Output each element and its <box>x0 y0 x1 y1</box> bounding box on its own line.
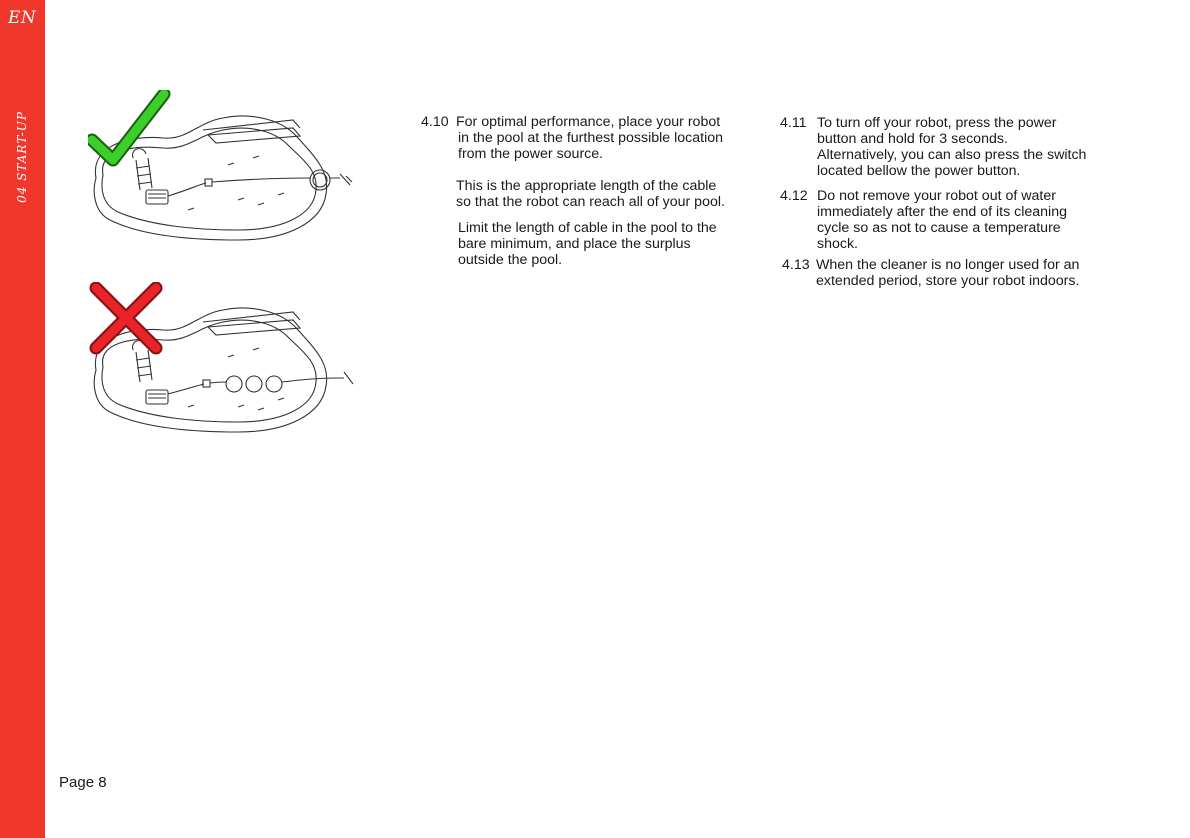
text-line: button and hold for 3 seconds. <box>817 131 1008 147</box>
text-line: bare minimum, and place the surplus <box>458 236 691 252</box>
pool-correct-illustration <box>88 90 358 250</box>
text-line: Limit the length of cable in the pool to the <box>458 220 717 236</box>
text-line: For optimal performance, place your robot <box>456 114 721 130</box>
text-line: so that the robot can reach all of your pool. <box>456 194 725 210</box>
instructions-column-right <box>780 115 1125 289</box>
instruction-number: 4.13 <box>782 257 810 273</box>
text-line: This is the appropriate length of the cable <box>456 178 717 194</box>
text-line: immediately after the end of its cleaning <box>817 204 1067 220</box>
text-line: To turn off your robot, press the power <box>817 115 1057 131</box>
text-line: Do not remove your robot out of water <box>817 188 1056 204</box>
pool-incorrect-illustration <box>88 282 358 442</box>
instruction-4-10-cable-note <box>421 178 766 210</box>
page-number: Page 8 <box>59 774 107 791</box>
text-line: from the power source. <box>458 146 604 162</box>
language-label: EN <box>8 8 37 28</box>
text-line: outside the pool. <box>458 252 563 268</box>
instruction-4-12 <box>780 188 1125 252</box>
text-line: Alternatively, you can also press the switch <box>817 147 1087 163</box>
text-line: located bellow the power button. <box>817 163 1021 179</box>
text-line: in the pool at the furthest possible location <box>458 130 724 146</box>
instruction-number: 4.12 <box>780 188 808 204</box>
instruction-number: 4.11 <box>780 115 807 131</box>
instruction-4-10 <box>421 114 766 162</box>
sidebar-strip <box>0 0 45 838</box>
text-line: When the cleaner is no longer used for an <box>816 257 1080 273</box>
text-line: shock. <box>817 236 859 252</box>
instruction-4-10-surplus-note <box>421 220 766 268</box>
instructions-column-left <box>421 114 766 268</box>
text-line: cycle so as not to cause a temperature <box>817 220 1061 236</box>
instruction-4-13 <box>780 257 1125 289</box>
section-title: 04 START-UP <box>15 111 29 203</box>
instruction-4-11 <box>780 115 1125 179</box>
text-line: extended period, store your robot indoors. <box>816 273 1080 289</box>
instruction-number: 4.10 <box>421 114 449 130</box>
